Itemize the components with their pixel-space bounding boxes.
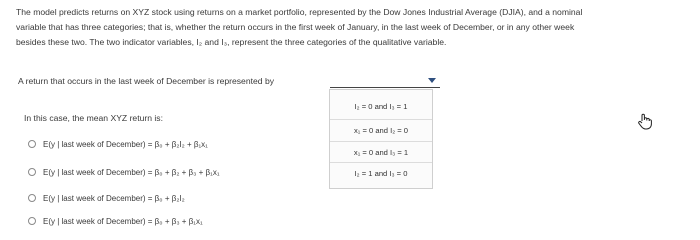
option-divider	[330, 162, 432, 163]
radio-button[interactable]	[28, 168, 36, 176]
pointer-cursor-icon	[637, 112, 653, 135]
answer-choice[interactable]	[28, 137, 208, 151]
dropdown-option[interactable]: x₁ = 0 and I₃ = 1	[353, 148, 409, 157]
option-divider	[330, 141, 432, 142]
answer-choice[interactable]	[28, 191, 185, 205]
radio-button[interactable]	[28, 140, 36, 148]
answer-choice[interactable]	[28, 214, 203, 228]
radio-button[interactable]	[28, 194, 36, 202]
followup-question: In this case, the mean XYZ return is:	[24, 113, 163, 123]
problem-line-1: The model predicts returns on XYZ stock using returns on a market portfolio, represented by the Dow Jones Industrial Average (DJIA), and a nominal	[16, 7, 583, 17]
radio-button[interactable]	[28, 217, 36, 225]
dropdown-options-list	[329, 89, 433, 189]
problem-statement	[16, 5, 696, 50]
option-divider	[330, 119, 432, 120]
question-prompt: A return that occurs in the last week of December is represented by	[18, 76, 275, 86]
triangle-down-icon[interactable]	[428, 78, 436, 83]
dropdown-option[interactable]: x₁ = 0 and I₂ = 0	[353, 126, 409, 135]
choice-label: E(y | last week of December) = β₀ + β₂I₂ + β₁x₁	[43, 139, 208, 149]
choice-label: E(y | last week of December) = β₀ + β₃ + β₁x₁	[43, 216, 203, 226]
dropdown-option[interactable]: I₂ = 0 and I₃ = 1	[354, 102, 408, 111]
choice-label: E(y | last week of December) = β₀ + β₂I₂	[43, 193, 185, 203]
problem-line-3: besides these two. The two indicator variables, I₂ and I₃, represent the three categories of the qualitative variable.	[16, 37, 447, 47]
dropdown-option[interactable]: I₂ = 1 and I₃ = 0	[354, 169, 408, 178]
answer-blank-underline	[330, 87, 440, 88]
answer-choice[interactable]	[28, 165, 220, 179]
problem-line-2: variable that has three categories; that is, whether the return occurs in the first week of January, in the last week of December, or in any other week	[16, 22, 575, 32]
choice-label: E(y | last week of December) = β₀ + β₂ + β₃ + β₁x₁	[43, 167, 220, 177]
